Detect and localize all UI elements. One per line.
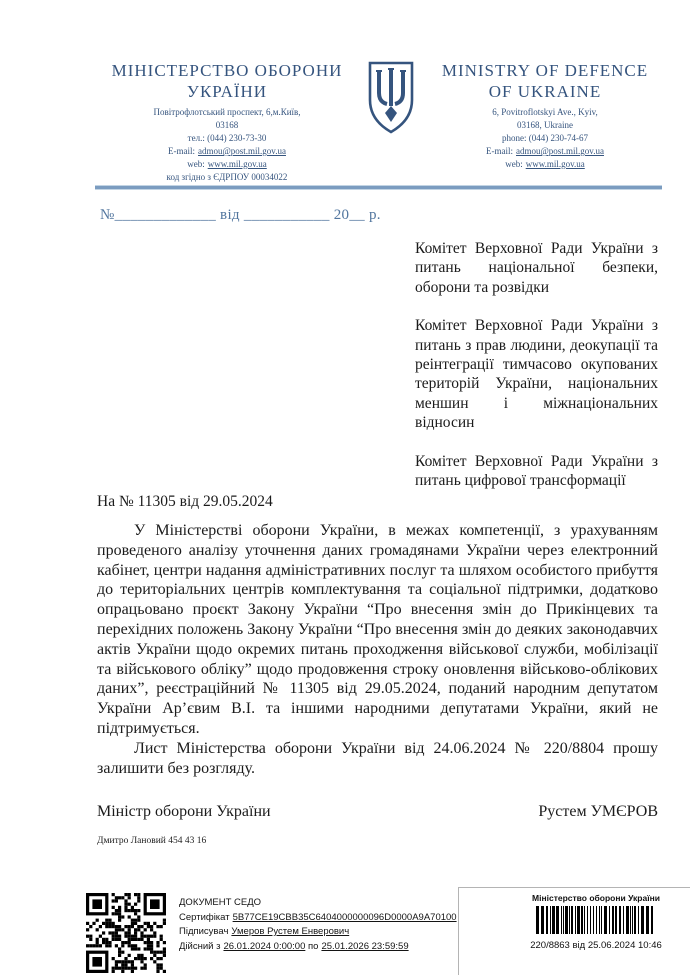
letter-body xyxy=(97,521,658,778)
validity-label: Дійсний з xyxy=(179,940,221,952)
web-link[interactable]: www.mil.gov.ua xyxy=(207,159,267,169)
recipient-committee-security: Комітет Верховної Ради України з питань національної безпеки, оборони та розвідки xyxy=(415,240,658,296)
body-paragraph-2: Лист Міністерства оборони України від 24.06.2024 № 220/8804 прошу залишити без розгляду. xyxy=(97,739,658,777)
recipient-committee-digital: Комітет Верховної Ради України з питань цифрової трансформації xyxy=(415,452,658,490)
email-label: E-mail: xyxy=(486,146,514,156)
org-title-uk-line2: УКРАЇНИ xyxy=(186,82,268,101)
address-uk-line2: 03168 xyxy=(215,120,239,130)
validity-line xyxy=(179,940,457,955)
address-en-line1: 6, Povitroflotskyi Ave., Kyiv, xyxy=(492,107,598,117)
email-label: E-mail: xyxy=(168,146,196,156)
validity-separator: по xyxy=(308,940,319,952)
org-title-en-line1: MINISTRY OF DEFENCE xyxy=(441,61,649,80)
reference-number-line: №_____________ від ___________ 20__ р. xyxy=(100,207,381,223)
recipients-block xyxy=(415,239,658,509)
barcode-icon xyxy=(536,906,656,934)
validity-to: 25.01.2026 23:59:59 xyxy=(321,940,409,952)
sedo-title: ДОКУМЕНТ СЕДО xyxy=(179,897,262,908)
org-title-en-line2: OF UKRAINE xyxy=(488,82,602,101)
certificate-label: Сертифікат xyxy=(179,911,230,923)
signature-row xyxy=(97,803,658,821)
address-uk-line1: Повітрофлотський проспект, 6,м.Київ, xyxy=(153,107,301,117)
web-label: web: xyxy=(187,159,205,169)
digital-signature-stamp xyxy=(86,893,457,973)
recipient-committee-human-rights: Комітет Верховної Ради України з питань з прав людини, деокупації та реінтеграції тимчасово окупованих територій України, національних меншин і міжнаціональних відносин xyxy=(415,317,658,432)
registration-number: 220/8863 від 25.06.2024 10:46 xyxy=(530,940,662,951)
certificate-line xyxy=(179,911,457,926)
web-link[interactable]: www.mil.gov.ua xyxy=(525,159,585,169)
reply-reference: На № 11305 від 29.05.2024 xyxy=(97,493,273,510)
web-en-line xyxy=(424,158,666,171)
executor-note: Дмитро Лановий 454 43 16 xyxy=(97,836,207,846)
phone-uk: тел.: (044) 230-73-30 xyxy=(187,133,267,143)
signature-name: Рустем УМЄРОВ xyxy=(538,803,658,820)
signature-position: Міністр оборони України xyxy=(97,803,271,820)
letterhead-english xyxy=(424,60,666,171)
qr-code-icon xyxy=(86,893,166,973)
registration-org: Міністерство оборони України xyxy=(532,893,660,903)
email-link[interactable]: admou@post.mil.gov.ua xyxy=(516,146,604,156)
registration-stamp xyxy=(525,893,667,951)
web-uk-line xyxy=(90,158,364,171)
address-en-line2: 03168, Ukraine xyxy=(517,120,573,130)
header-divider xyxy=(95,185,662,190)
letterhead-ukrainian xyxy=(90,60,364,184)
signer-line xyxy=(179,925,457,940)
edrpou-code: код згідно з ЄДРПОУ 00034022 xyxy=(166,172,288,182)
signer-label: Підписувач xyxy=(179,926,229,937)
certificate-value: 5B77CE19CBB35C6404000000096D0000A9A70100 xyxy=(232,911,457,923)
email-uk-line xyxy=(90,145,364,158)
phone-en: phone: (044) 230-74-67 xyxy=(502,133,588,143)
email-link[interactable]: admou@post.mil.gov.ua xyxy=(198,146,286,156)
digital-signature-details xyxy=(179,893,457,973)
ukraine-trident-emblem xyxy=(366,60,416,140)
email-en-line xyxy=(424,145,666,158)
signer-value: Умеров Рустем Енверович xyxy=(231,926,350,937)
trident-icon xyxy=(366,60,416,140)
web-label: web: xyxy=(505,159,523,169)
body-paragraph-1: У Міністерстві оборони України, в межах компетенції, з урахуванням проведеного аналізу уточнення даних громадянами України через електронний кабінет, центри надання адміністративних послуг та шляхом особистого прибуття до територіальних центрів комплектування та соціальної підтримки, додатково опрацьовано проєкт Закону України “Про внесення змін до Прикінцевих та перехідних положень Закону України “Про внесення змін до деяких законодавчих актів України щодо окремих питань проходження військової служби, мобілізації та військового обліку” щодо продовження строку оновлення військово-облікових даних”, реєстраційний № 11305 від 29.05.2024, поданий народним депутатом України Ар’євим В.І. та іншими народними депутатами України, який не підтримується. xyxy=(97,522,658,737)
org-title-uk-line1: МІНІСТЕРСТВО ОБОРОНИ xyxy=(111,61,343,80)
validity-from: 26.01.2024 0:00:00 xyxy=(223,940,306,952)
